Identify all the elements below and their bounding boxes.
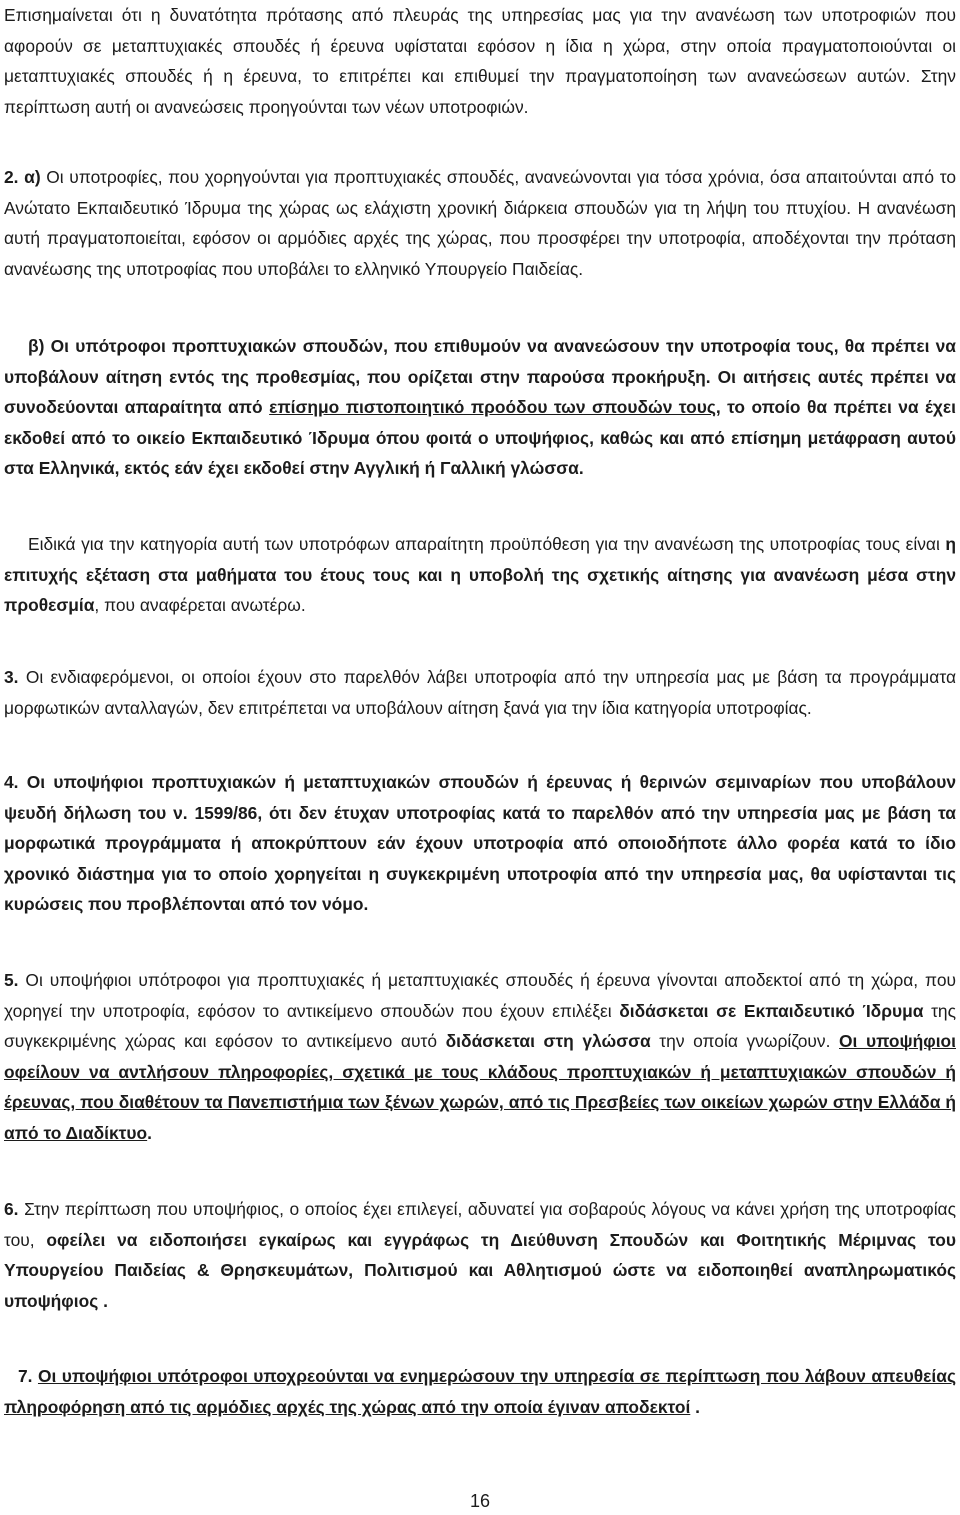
paragraph-renewal-condition [4,529,956,621]
paragraph-2b-text-1: β) Οι υπότροφοι προπτυχιακών σπουδών, που επιθυμούν να ανανεώσουν την υποτροφία τους, θα πρέπει να υποβάλουν αίτηση εντός της προθεσμίας, που ορίζεται στην παρούσα προκήρυξη. Οι αιτήσεις αυτές πρέπει να συνοδεύονται απαραίτητα από [4,336,956,418]
paragraph-5-bold-underlined: Οι υποψήφιοι οφείλουν να αντλήσουν πληροφορίες, σχετικά με τους κλάδους προπτυχιακών ή μεταπτυχιακών σπουδών ή έρευνας, που διαθέτουν τα Πανεπιστήμια των ξένων χωρών, από τις Πρεσβείες των οικείων χωρών στην Ελλάδα ή από το Διαδίκτυο [4,1031,956,1143]
paragraph-7 [4,1361,956,1422]
item-number-7: 7. [18,1366,33,1386]
paragraph-intro [4,0,956,122]
item-number-6: 6. [4,1199,19,1219]
paragraph-intro-text: Επισημαίνεται ότι η δυνατότητα πρότασης από πλευράς της υπηρεσίας μας για την ανανέωση των υποτροφιών που αφορούν σε μεταπτυχιακές σπουδές ή έρευνα υφίσταται εφόσον η ίδια η χώρα, στην οποία πραγματοποιούνται οι μεταπτυχιακές σπουδές ή η έρευνα, το επιτρέπει και επιθυμεί την πραγματοποίηση των ανανεώσεων αυτών. Στην περίπτωση αυτή οι ανανεώσεις προηγούνται των νέων υποτροφιών. [4,5,956,117]
paragraph-5-end: . [147,1122,152,1143]
item-label-a: α) [24,167,41,187]
paragraph-renewal-text-1: Ειδικά για την κατηγορία αυτή των υποτρόφων απαραίτητη προϋπόθεση για την ανανέωση της υποτροφίας τους είναι [28,534,946,554]
paragraph-3 [4,662,956,723]
paragraph-2b [4,331,956,484]
paragraph-6-text: Στην περίπτωση που υποψήφιος, ο οποίος έχει επιλεγεί, αδυνατεί για σοβαρούς λόγους να κάνει χρήση της υποτροφίας του, [4,1199,956,1250]
paragraph-5-text-2: της συγκεκριμένης χώρας και εφόσον το αντικείμενο αυτό [4,1000,956,1052]
paragraph-renewal-bold: η επιτυχής εξέταση στα μαθήματα του έτους τους και η υποβολή της σχετικής αίτησης για ανανέωση μέσα στην προθεσμία [4,534,956,616]
paragraph-2b-underlined: επίσημο πιστοποιητικό προόδου των σπουδών τους [269,397,716,418]
paragraph-renewal-text-2: , που αναφέρεται ανωτέρω. [94,595,306,616]
paragraph-5-text-1: Οι υποψήφιοι υπότροφοι για προπτυχιακές ή μεταπτυχιακές σπουδές ή έρευνα γίνονται αποδεκτοί από τη χώρα, που χορηγεί την υποτροφία, εφόσον το αντικείμενο σπουδών που έχουν επιλέξει [4,970,956,1021]
paragraph-4-text: Οι υποψήφιοι προπτυχιακών ή μεταπτυχιακών σπουδών ή έρευνας ή θερινών σεμιναρίων που υποβάλουν ψευδή δήλωση του ν. 1599/86, ότι δεν έτυχαν υποτροφίας κατά το παρελθόν από την υπηρεσία μας με βάση τα μορφωτικά προγράμματα ή αποκρύπτουν εάν έχουν υποτροφία από οποιοδήποτε άλλο φορέα κατά το ίδιο χρονικό διάστημα για το οποίο χορηγείται η συγκεκριμένη υποτροφία από την υπηρεσία μας, θα υφίστανται τις κυρώσεις που προβλέπονται από τον νόμο. [4,772,956,915]
paragraph-4 [4,767,956,920]
item-number-2: 2. [4,167,19,187]
paragraph-5 [4,965,956,1149]
paragraph-2b-text-2: , το οποίο θα πρέπει να έχει εκδοθεί από το οικείο Εκπαιδευτικό Ίδρυμα όπου φοιτά ο υποψήφιος, καθώς και από επίσημη μετάφραση αυτού στα Ελληνικά, εκτός εάν έχει εκδοθεί στην Αγγλική ή Γαλλική γλώσσα. [4,397,956,479]
paragraph-5-bold-1: διδάσκεται σε Εκπαιδευτικό Ίδρυμα [619,1000,924,1021]
item-number-3: 3. [4,667,19,687]
page-number: 16 [469,1491,491,1511]
item-number-4: 4. [4,772,19,792]
paragraph-7-end: . [690,1396,700,1417]
item-number-5: 5. [4,970,19,990]
paragraph-3-text: Οι ενδιαφερόμενοι, οι οποίοι έχουν στο παρελθόν λάβει υποτροφία από την υπηρεσία μας με βάση τα προγράμματα μορφωτικών ανταλλαγών, δεν επιτρέπεται να υποβάλουν αίτηση ξανά για την ίδια κατηγορία υποτροφίας. [4,667,956,718]
paragraph-7-text: Οι υποψήφιοι υπότροφοι υποχρεούνται να ενημερώσουν την υπηρεσία σε περίπτωση που λάβουν απευθείας πληροφόρηση από τις αρμόδιες αρχές της χώρας από την οποία έγιναν αποδεκτοί [4,1366,956,1417]
paragraph-5-text-3: την οποία γνωρίζουν. [650,1031,840,1052]
paragraph-2a [4,162,956,284]
paragraph-5-bold-2: διδάσκεται στη γλώσσα [445,1031,651,1052]
paragraph-6-bold: οφείλει να ειδοποιήσει εγκαίρως και εγγράφως τη Διεύθυνση Σπουδών και Φοιτητικής Μέριμνας του Υπουργείου Παιδείας & Θρησκευμάτων, Πολιτισμού και Αθλητισμού ώστε να ειδοποιηθεί αναπληρωματικός υποψήφιος . [4,1229,956,1311]
paragraph-6 [4,1194,956,1316]
paragraph-2a-text: Οι υποτροφίες, που χορηγούνται για προπτυχιακές σπουδές, ανανεώνονται για τόσα χρόνια, όσα απαιτούνται από το Ανώτατο Εκπαιδευτικό Ίδρυμα της χώρας ως ελάχιστη χρονική διάρκεια σπουδών για τη λήψη του πτυχίου. Η ανανέωση αυτή πραγματοποιείται, εφόσον οι αρμόδιες αρχές της χώρας, που προσφέρει την υποτροφία, αποδέχονται την πρόταση ανανέωσης της υποτροφίας που υποβάλει το ελληνικό Υπουργείο Παιδείας. [4,167,956,279]
